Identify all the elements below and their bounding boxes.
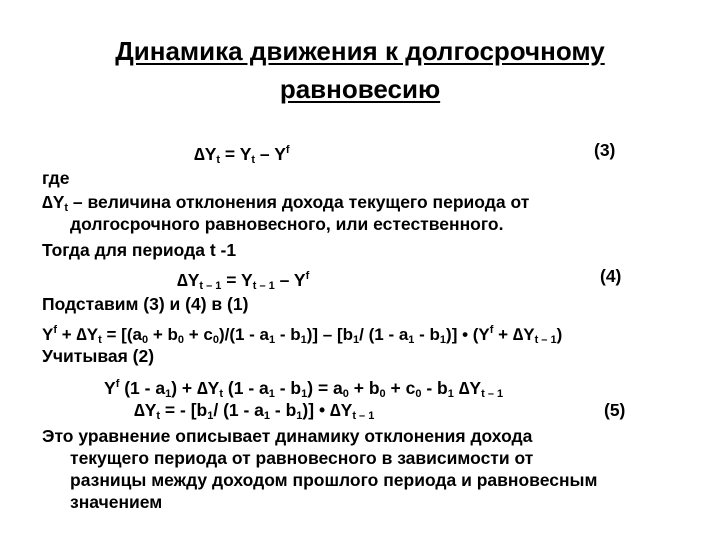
equation-5-number: (5) bbox=[604, 400, 626, 420]
intermediate-equation: $Y^f$ $(1 - a_1) + \Delta Y_t$ $(1 - a_1 - b_1) = a_0 + b_0 + c_0 - b_1$ $\Delta Y_{t - 1}$ bbox=[104, 378, 504, 400]
equation-3-formula: $\Delta Y_t = Y_t - Y^f$ bbox=[194, 144, 290, 166]
definition-line-2: долгосрочного равновесного, или естественного. bbox=[70, 214, 504, 234]
equation-3-number: (3) bbox=[594, 140, 616, 160]
substituted-equation: $Y^f + \Delta Y_t = [(a_0 + b_0 + c_0)/(1 - a_1 - b_1)] - [b_1/$ $(1 - a_1 - b_1)$] • $(Y^f + \Delta Y_{t - 1})$ bbox=[42, 324, 563, 346]
then-period-label: Тогда для периода t -1 bbox=[42, 240, 237, 260]
where-label: где bbox=[42, 168, 70, 188]
equation-4-number: (4) bbox=[600, 266, 622, 286]
definition-line-1: $\Delta Y_t$ – величина отклонения дохода текущего периода от bbox=[42, 192, 530, 214]
equation-4-formula: $\Delta Y_{t - 1} = Y_{t - 1} - Y^f$ bbox=[177, 270, 310, 292]
conclusion-line-1: Это уравнение описывает динамику отклонения дохода bbox=[42, 426, 533, 446]
equation-5-formula: $\Delta Y_t$ = - [$b_1/$ $(1 - a_1 - b_1)$] • $\Delta Y_{t - 1}$ bbox=[134, 400, 375, 422]
title-line-2: равновесию bbox=[279, 74, 441, 104]
considering-label: Учитывая (2) bbox=[42, 346, 155, 366]
title-line-1: Динамика движения к долгосрочному bbox=[115, 36, 605, 66]
substitute-label: Подставим (3) и (4) в (1) bbox=[42, 294, 249, 314]
conclusion-line-2: текущего периода от равновесного в зависимости от bbox=[70, 448, 534, 468]
conclusion-line-4: значением bbox=[70, 492, 163, 512]
slide-title bbox=[60, 32, 660, 108]
conclusion-line-3: разницы между доходом прошлого периода и равновесным bbox=[70, 470, 598, 490]
